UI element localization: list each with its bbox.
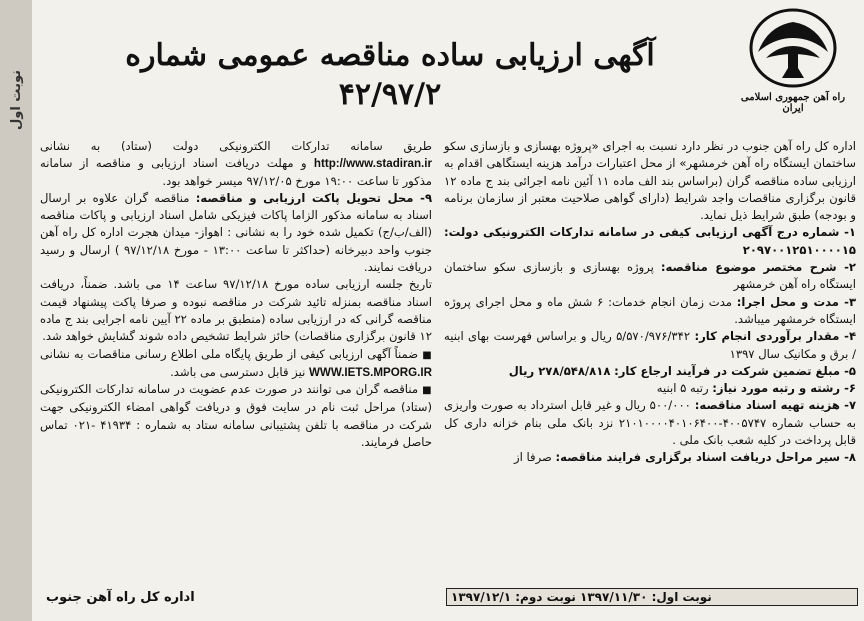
iets-text-b: نیز قابل دسترسی می باشد. — [170, 364, 306, 379]
item-9-label: ۹- محل تحویل پاکت ارزیابی و مناقصه: — [195, 190, 433, 205]
iets-paragraph — [40, 346, 432, 382]
item-1-value: ۲۰۹۷۰۰۱۲۵۱۰۰۰۰۱۵ — [742, 242, 856, 257]
item-3-label: ۳- مدت و محل اجرا: — [736, 294, 857, 309]
iets-link[interactable]: WWW.IETS.MPORG.IR — [308, 365, 432, 379]
item-8-label: ۸- سیر مراحل دریافت اسناد برگزاری فرایند مناقصه: — [555, 450, 856, 465]
item-6 — [444, 380, 856, 397]
item-7 — [444, 397, 856, 449]
logo-caption: راه آهن جمهوری اسلامی ایران — [740, 92, 846, 114]
title-line1: آگهی ارزیابی ساده مناقصه عمومی شماره — [125, 38, 655, 73]
item-2 — [444, 259, 856, 294]
item-6-label: ۶- رشته و رتبه مورد نیاز: — [712, 381, 856, 396]
item-4 — [444, 328, 856, 363]
stadiran-link[interactable]: http://www.stadiran.ir — [313, 157, 433, 171]
item-7-label: ۷- هزینه تهیه اسناد مناقصه: — [694, 398, 857, 413]
stad-paragraph — [40, 138, 432, 190]
winged-emblem-icon — [748, 8, 838, 90]
iets-text-a: ضمناً آگهی ارزیابی کیفی از طریق پایگاه ملی اطلاع رسانی مناقصات به نشانی — [40, 346, 419, 361]
item-3-value: مدت زمان انجام خدمات: ۶ شش ماه و محل اجرای پروژه ایستگاه خرمشهر میباشد. — [444, 294, 856, 326]
notice-title — [110, 36, 670, 114]
bullet-icon: ■ — [422, 385, 432, 397]
item-9-value: مناقصه گران علاوه بر ارسال اسناد به سامانه مذکور الزاما پاکات فیزیکی شامل اسناد ارزیابی و پاکات مناقصه (الف/ب/ج) تکمیل شده خود را به نشانی : اهواز- میدان هجرت اداره کل راه آهن جنوب واحد دبیرخانه (حداکثر تا ساعت ۱۳:۰۰ - مورخ ۹۷/۱۲/۱۸ ) ارسال و رسید دریافت نمایند. — [40, 190, 432, 275]
left-column — [40, 138, 432, 608]
item-5 — [444, 363, 856, 380]
side-band — [0, 0, 32, 621]
signature: اداره کل راه آهن جنوب — [46, 590, 195, 605]
publish-dates-bar: نوبت اول: ۱۳۹۷/۱۱/۳۰ نوبت دوم: ۱۳۹۷/۱۲/۱ — [446, 588, 858, 606]
item-4-label: ۴- مقدار برآوردی انجام کار: — [694, 329, 857, 344]
item-7-value: ۵۰۰/۰۰۰ ریال و غیر قابل استرداد به صورت واریزی به حساب شماره ۴۰۰۵۷۴۷-۲۱۰۱۰۰۰۰۴۰۱۰۶۴۰۰ نزد بانک ملی بنام خزانه داری کل قابل پرداخت در کلیه شعب بانک ملی . — [444, 398, 857, 448]
item-3 — [444, 294, 856, 329]
support-text: مناقصه گران می توانند در صورت عدم عضویت در سامانه تدارکات الکترونیکی (ستاد) مراحل ثبت نام در سایت فوق و دریافت گواهی امضاء الکترونیکی جهت شرکت در مناقصه با تلفن پشتیبانی سامانه ستاد به شماره : ۴۱۹۳۴ -۰۲۱ تماس حاصل فرمایند. — [40, 382, 432, 450]
item-1-label: ۱- شماره درج آگهی ارزیابی کیفی در سامانه تدارکات الکترونیکی دولت: — [444, 225, 856, 240]
stad-text-b: و مهلت دریافت اسناد ارزیابی و مناقصه از سامانه مذکور تا ساعت ۱۹:۰۰ مورخ ۹۷/۱۲/۰۵ میسر خواهد بود. — [40, 156, 432, 188]
support-paragraph — [40, 381, 432, 451]
item-8 — [444, 449, 856, 466]
session-paragraph: تاریخ جلسه ارزیابی ساده مورخ ۹۷/۱۲/۱۸ ساعت ۱۴ می باشد. ضمناً، دریافت اسناد مناقصه بمنزله تائید شرکت در مناقصه نبوده و صرفا پاکت پیشنهاد قیمت مناقصه گرانی که در ارزیابی ساده (منطبق بر ماده ۲۲ آیین نامه اجرایی بند ج ماده ۱۲ قانون برگزاری مناقصات) حائز شرایط تشخیص داده شوند گشایش خواهد شد. — [40, 277, 432, 344]
item-8-value: صرفا از — [514, 450, 552, 465]
right-column — [444, 138, 856, 608]
intro-paragraph: اداره کل راه آهن جنوب در نظر دارد نسبت به اجرای «پروژه بهسازی و بازسازی سکو ساختمان ایستگاه راه آهن خرمشهر» از محل اعتبارات درآمد هزینه ایستگاهی اقدام به ارزیابی ساده مناقصه گران (براساس بند الف ماده ۱۱ آئین نامه اجرائی بند ج ماده ۱۲ قانون برگزاری مناقصات واجد شرایط (دارای گواهی صلاحیت معتبر از سازمان برنامه و بودجه) طبق شرایط ذیل نماید. — [444, 139, 856, 223]
railway-logo — [734, 8, 852, 118]
item-5-label: ۵- مبلغ تضمین شرکت در فرآیند ارجاع کار: — [614, 363, 856, 378]
item-1 — [444, 224, 856, 259]
item-2-label: ۲- شرح مختصر موضوع مناقصه: — [660, 260, 856, 275]
stad-text-a: طریق سامانه تدارکات الکترونیکی دولت (ستاد) به نشانی — [40, 139, 432, 153]
item-9 — [40, 190, 432, 276]
side-label: نوبت اول — [8, 70, 24, 131]
item-2-value: پروژه بهسازی و بازسازی سکو ساختمان ایستگاه راه آهن خرمشهر — [444, 260, 856, 292]
notice-body — [36, 138, 862, 608]
item-6-value: رتبه ۵ ابنیه — [656, 381, 709, 396]
title-number: ۴۲/۹۷/۲ — [338, 77, 442, 112]
bullet-icon: ■ — [422, 349, 433, 361]
header — [40, 6, 860, 122]
item-5-value: ۲۷۸/۵۴۸/۸۱۸ ریال — [508, 363, 611, 378]
item-4-value: ۵/۵۷۰/۹۷۶/۳۴۲ ریال و براساس فهرست بهای ابنیه / برق و مکانیک سال ۱۳۹۷ — [444, 329, 856, 361]
